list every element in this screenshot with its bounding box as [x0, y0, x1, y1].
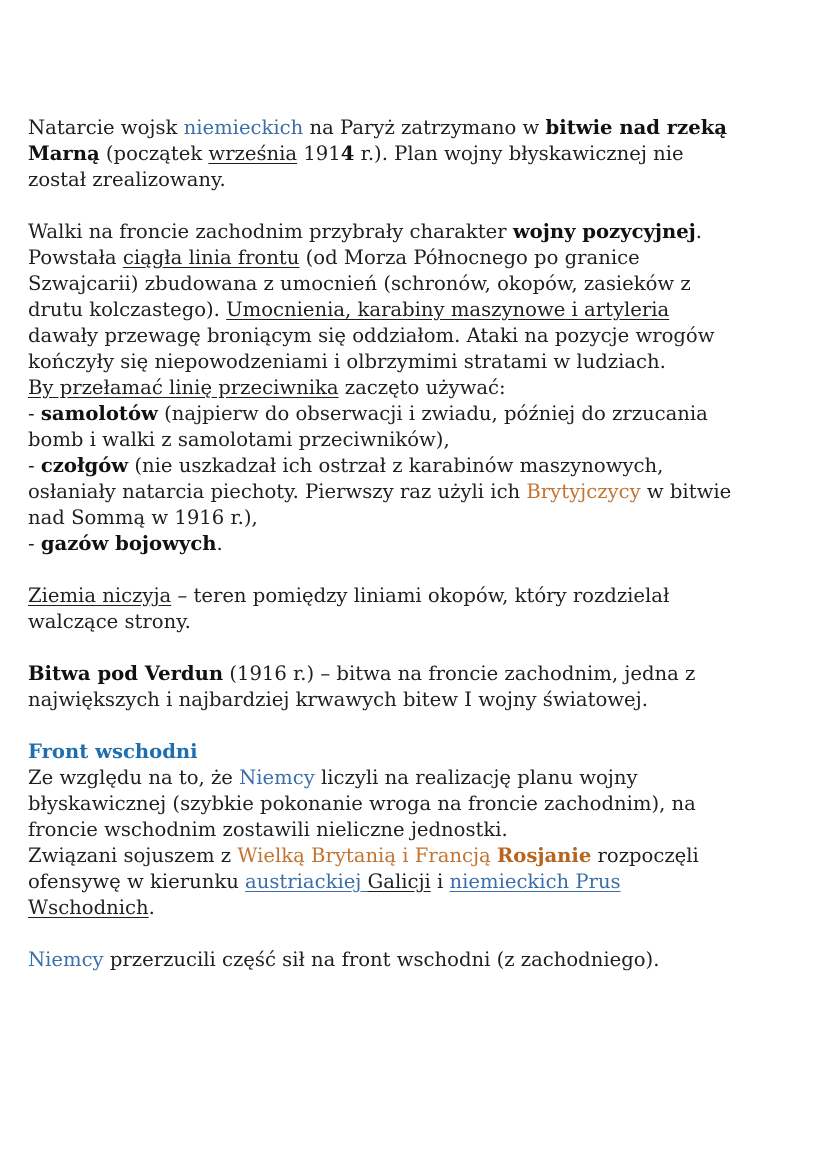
document-page [28, 115, 808, 973]
underlined-text: września [208, 142, 298, 165]
highlight-text: Niemcy [28, 948, 104, 971]
underlined-text: Ziemia niczyja [28, 584, 172, 607]
bold-text: 4 [340, 142, 355, 165]
text: Powstała [28, 246, 123, 269]
highlight-text: Wielką Brytanią i Francją [237, 844, 491, 867]
text-line: Szwajcarii) zbudowana z umocnień (schronów, okopów, zasieków z [28, 272, 691, 295]
text-line: dawały przewagę broniącym się oddziałom. Ataki na pozycje wrogów [28, 324, 715, 347]
text: 191 [297, 142, 341, 165]
text: . [148, 896, 155, 919]
text-line [28, 115, 808, 141]
text-line [28, 245, 808, 271]
text-line [28, 141, 808, 167]
paragraph-gap [28, 713, 808, 739]
text: Ze względu na to, że [28, 766, 240, 789]
text-line: największych i najbardziej krwawych bitew I wojny światowej. [28, 688, 648, 711]
text-line [28, 453, 808, 479]
text-line [28, 479, 808, 505]
text: zaczęto używać: [338, 376, 506, 399]
text-line [28, 869, 808, 895]
text: rozpoczęli [591, 844, 699, 867]
text-line: nad Sommą w 1916 r.), [28, 506, 258, 529]
text: Walki na froncie zachodnim przybrały charakter [28, 220, 513, 243]
text: . [695, 220, 703, 243]
bold-text: samolotów [40, 402, 158, 425]
text-line [28, 297, 808, 323]
text: r.). Plan wojny błyskawicznej nie [354, 142, 684, 165]
highlight-text: niemieckich [183, 116, 304, 139]
underlined-highlight-text: austriackiej [245, 870, 368, 893]
text-line: kończyły się niepowodzeniami i olbrzymimi stratami w ludziach. [28, 350, 666, 373]
text: (najpierw do obserwacji i zwiadu, później do zrzucania [157, 402, 708, 425]
text-line [28, 583, 808, 609]
text: (od Morza Północnego po granice [299, 246, 640, 269]
text: liczyli na realizację planu wojny [314, 766, 638, 789]
bold-highlight-text: Rosjanie [496, 844, 592, 867]
text: ofensywę w kierunku [28, 870, 246, 893]
underlined-text: ciągła linia frontu [122, 246, 300, 269]
underlined-text: By przełamać linię przeciwnika [28, 376, 339, 399]
text: drutu kolczastego). [28, 298, 227, 321]
highlight-text: Brytyjczycy [526, 480, 641, 503]
text: – teren pomiędzy liniami okopów, który rozdzielał [171, 584, 670, 607]
underlined-highlight-text: niemieckich Prus [449, 870, 621, 893]
underlined-text: Wschodnich [28, 896, 149, 919]
highlight-text: Niemcy [239, 766, 315, 789]
text: przerzucili część sił na front wschodni (z zachodniego). [103, 948, 660, 971]
underlined-text: Galicji [367, 870, 431, 893]
underlined-text: Umocnienia, karabiny maszynowe i artyleria [226, 298, 670, 321]
text: - [28, 402, 41, 425]
text-line [28, 531, 808, 557]
text: (1916 r.) – bitwa na froncie zachodnim, jedna z [223, 662, 696, 685]
text: - [28, 532, 41, 555]
paragraph-gap [28, 193, 808, 219]
text: Związani sojuszem z [28, 844, 238, 867]
text-line [28, 375, 808, 401]
text-line: błyskawicznej (szybkie pokonanie wroga na froncie zachodnim), na [28, 792, 696, 815]
text: . [216, 532, 223, 555]
text: na Paryż zatrzymano w [303, 116, 546, 139]
text-line: bomb i walki z samolotami przeciwników), [28, 428, 450, 451]
text-line [28, 219, 808, 245]
text-line [28, 401, 808, 427]
bold-text: gazów bojowych [40, 532, 217, 555]
paragraph-gap [28, 557, 808, 583]
text: - [28, 454, 41, 477]
text-line: walczące strony. [28, 610, 191, 633]
text: Natarcie wojsk [28, 116, 184, 139]
text: (początek [99, 142, 209, 165]
text-line [28, 661, 808, 687]
bold-text: wojny pozycyjnej [512, 220, 696, 243]
bold-text: bitwie nad rzeką [545, 116, 727, 139]
bold-text: czołgów [40, 454, 129, 477]
section-heading: Front wschodni [28, 740, 198, 763]
text: osłaniały natarcia piechoty. Pierwszy raz użyli ich [28, 480, 527, 503]
bold-text: Bitwa pod Verdun [28, 662, 224, 685]
text: i [430, 870, 450, 893]
text-line [28, 895, 808, 921]
text-line [28, 947, 808, 973]
paragraph-gap [28, 921, 808, 947]
text-line [28, 843, 808, 869]
text-line: został zrealizowany. [28, 168, 226, 191]
text: (nie uszkadzał ich ostrzał z karabinów maszynowych, [128, 454, 664, 477]
bold-text: Marną [28, 142, 100, 165]
text-line [28, 765, 808, 791]
text: w bitwie [640, 480, 732, 503]
text-line: froncie wschodnim zostawili nieliczne jednostki. [28, 818, 508, 841]
paragraph-gap [28, 635, 808, 661]
